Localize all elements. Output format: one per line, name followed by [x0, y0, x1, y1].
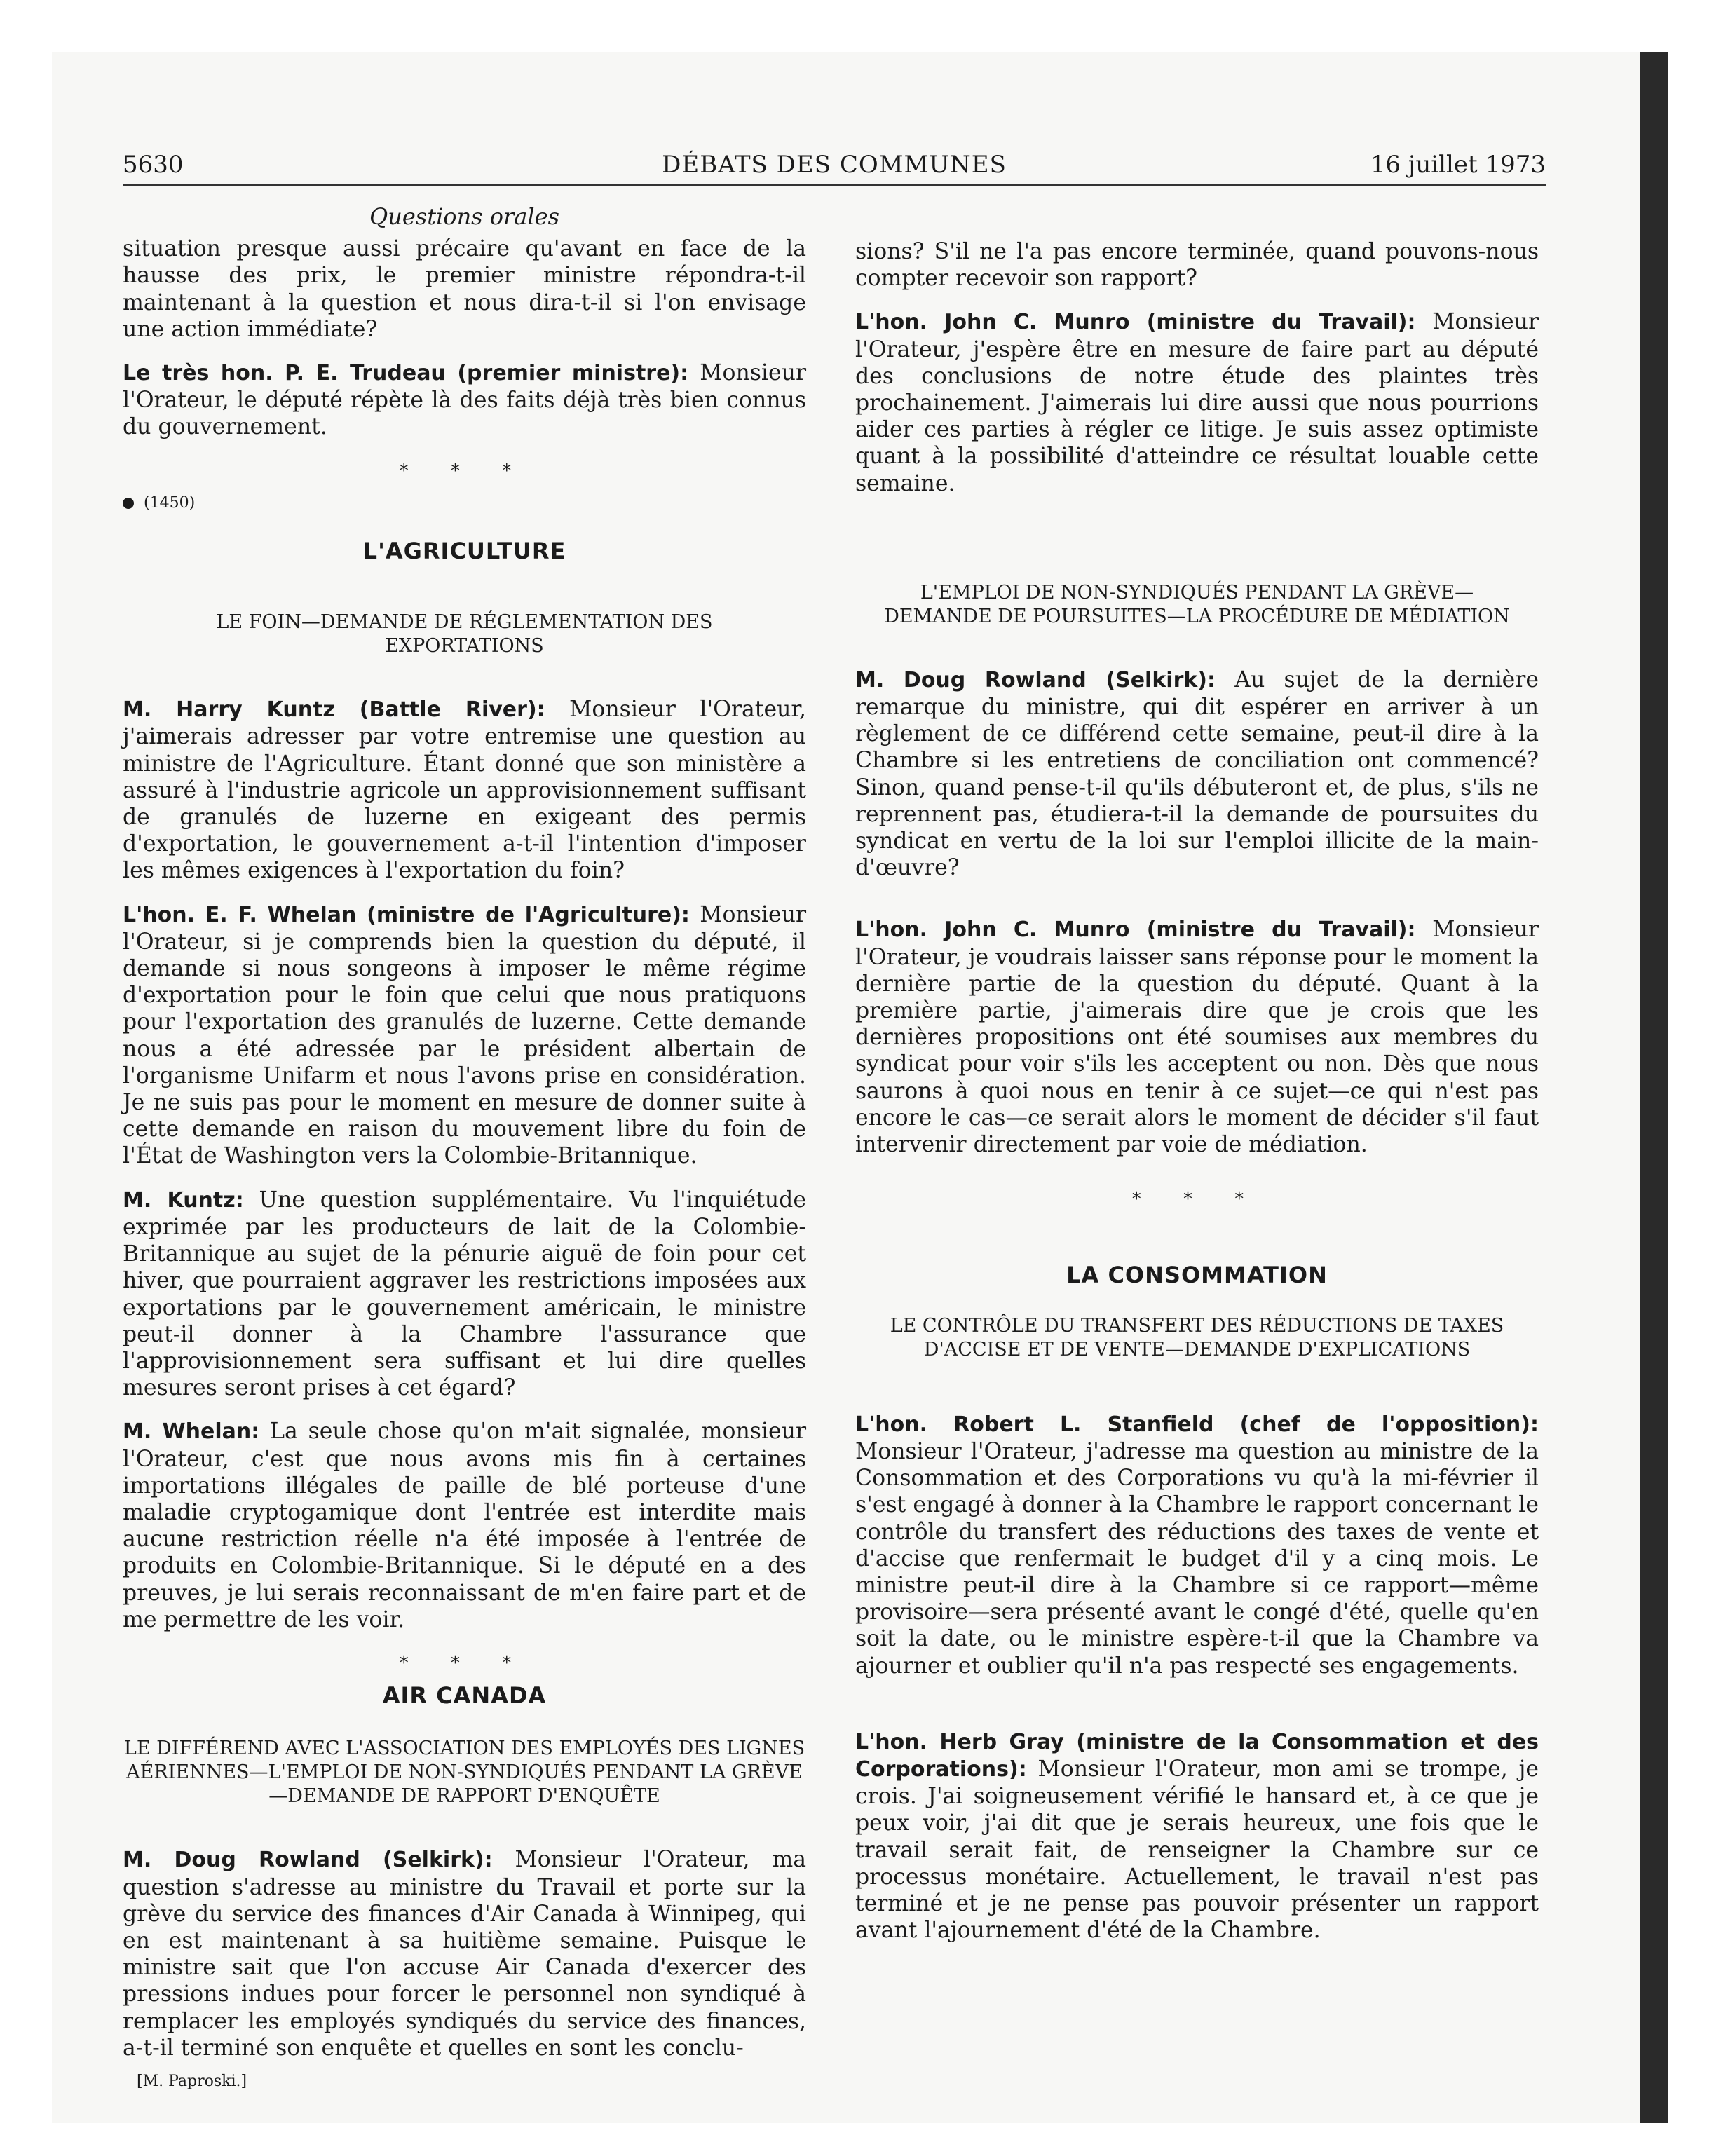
bullet-icon	[123, 498, 134, 509]
speech: Monsieur l'Orateur, je voudrais laisser sans réponse pour le moment la dernière partie de la question du député. Quant à la première partie, j'aimerais dire que je crois que les dernières propositions ont été soumises aux membres du syndicat pour voir s'ils les acceptent ou non. Dès que nous saurons à quoi nous en tenir à ce sujet—ce qui n'est pas encore le cas—ce serait alors le moment de décider s'il faut intervenir directement par voie de médiation.	[855, 917, 1539, 1158]
speaker: L'hon. John C. Munro (ministre du Travail):	[855, 310, 1416, 335]
paragraph	[855, 916, 1539, 1158]
left-column	[123, 203, 806, 2095]
paragraph	[123, 1418, 806, 1633]
paragraph	[855, 308, 1539, 496]
paragraph	[855, 1728, 1539, 1944]
section-separator: * * *	[399, 460, 530, 482]
speech: Au sujet de la dernière remarque du ministre, qui dit espérer en arriver à un règlement de ce différend cette semaine, peut-il dire à la Chambre si les entretiens de conciliation ont commencé? Sinon, quand pense-t-il qu'ils débuteront et, de plus, s'ils ne reprennent pas, étudiera-t-il la demande de poursuites du syndicat en vertu de la loi sur l'emploi illicite de la main-d'œuvre?	[855, 667, 1539, 881]
section-separator: * * *	[1131, 1189, 1263, 1210]
speaker: M. Harry Kuntz (Battle River):	[123, 697, 545, 723]
paragraph	[855, 1411, 1539, 1679]
page-number: 5630	[123, 151, 184, 179]
page-header	[123, 151, 1546, 186]
paragraph	[123, 1187, 806, 1402]
speech: Monsieur l'Orateur, j'aimerais adresser par votre entremise une question au ministre de l'Agriculture. Étant donné que son ministère a assuré à l'industrie agricole un approvisionnement suffisant de granulés de luzerne en exigeant des permis d'exportation, le gouvernement a-t-il l'intention d'imposer les mêmes exigences à l'exportation du foin?	[123, 697, 807, 884]
speech: Une question supplémentaire. Vu l'inquiétude exprimée par les producteurs de lait de la Colombie-Britannique au sujet de la pénurie aiguë de foin pour cet hiver, que pourraient aggraver les restrictions imposées aux exportations par le gouvernement américain, le ministre peut-il donner à la Chambre l'assurance que l'approvisionnement sera suffisant et lui dire quelles mesures seront prises à cet égard?	[123, 1187, 806, 1401]
speaker: M. Doug Rowland (Selkirk):	[855, 667, 1216, 692]
paragraph	[123, 360, 806, 441]
section-heading: LA CONSOMMATION	[1066, 1262, 1328, 1289]
subheading: L'EMPLOI DE NON-SYNDIQUÉS PENDANT LA GRÈVE—DEMANDE DE POURSUITES—LA PROCÉDURE DE MÉDIATION	[884, 581, 1510, 627]
right-column	[855, 238, 1539, 1960]
speech: Monsieur l'Orateur, si je comprends bien la question du député, il demande si nous songeons à imposer le même régime d'exportation pour le foin que celui que nous pratiquons pour l'exportation des granulés de luzerne. Cette demande nous a été adressée par le président albertain de l'organisme Unifarm et nous l'avons prise en considération. Je ne suis pas pour le moment en mesure de donner suite à cette demande en raison du mouvement libre du foin de l'État de Washington vers la Colombie-Britannique.	[123, 901, 806, 1169]
subheading: LE CONTRÔLE DU TRANSFERT DES RÉDUCTIONS DE TAXES D'ACCISE ET DE VENTE—DEMANDE D'EXPLICATIONS	[890, 1314, 1504, 1360]
paragraph: sions? S'il ne l'a pas encore terminée, quand pouvons-nous compter recevoir son rapport?	[855, 239, 1539, 292]
speaker: M. Doug Rowland (Selkirk):	[123, 1848, 493, 1873]
publication-date: 16 juillet 1973	[1370, 151, 1546, 179]
speaker: L'hon. Robert L. Stanfield (chef de l'opposition):	[855, 1412, 1539, 1437]
timestamp-label: (1450)	[144, 493, 196, 512]
section-heading: L'AGRICULTURE	[362, 538, 566, 565]
speech: La seule chose qu'on m'ait signalée, monsieur l'Orateur, c'est que nous avons mis fin à certaines importations illégales de paille de blé porteuse d'une maladie cryptogamique dont l'entrée est interdite mais aucune restriction réelle n'a été imposée à l'entrée de produits en Colombie-Britannique. Si le député en a des preuves, je lui serais reconnaissant de m'en faire part et de me permettre de les voir.	[123, 1419, 806, 1632]
speaker: M. Kuntz:	[123, 1187, 244, 1213]
timestamp	[123, 490, 806, 517]
paragraph: situation presque aussi précaire qu'avant en face de la hausse des prix, le premier ministre répondra-t-il maintenant à la question et nous dira-t-il si l'on envisage une action immédiate?	[123, 236, 806, 342]
running-head: Questions orales	[369, 203, 559, 230]
speech: Monsieur l'Orateur, j'espère être en mesure de faire part au député des conclusions de notre étude des plaintes très prochainement. J'aimerais lui dire aussi que nous pourrions aider ces parties à régler ce litige. Je suis assez optimiste quant à la possibilité d'atteindre ce résultat louable cette semaine.	[855, 309, 1539, 496]
speaker: L'hon. E. F. Whelan (ministre de l'Agriculture):	[123, 902, 690, 927]
section-separator: * * *	[399, 1652, 530, 1674]
speaker: M. Whelan:	[123, 1419, 260, 1445]
speaker: Le très hon. P. E. Trudeau (premier ministre):	[123, 361, 689, 386]
section-heading: AIR CANADA	[382, 1682, 547, 1710]
speaker: L'hon. John C. Munro (ministre du Travail):	[855, 917, 1416, 943]
paragraph	[123, 901, 806, 1170]
speech: Monsieur l'Orateur, j'adresse ma question au ministre de la Consommation et des Corporations vu qu'à la mi-février il s'est engagé à donner à la Chambre le rapport concernant le contrôle du transfert des réductions des taxes de vente et d'accise que renfermait le budget d'il y a cinq mois. Le ministre peut-il dire à la Chambre si ce rapport—même provisoire—sera présenté avant le congé d'été, quelle qu'en soit la date, ou le ministre espère-t-il que la Chambre va ajourner et oublier qu'il n'a pas respecté ses engagements.	[855, 1438, 1539, 1679]
speech: Monsieur l'Orateur, ma question s'adresse au ministre du Travail et porte sur la grève du service des finances d'Air Canada à Winnipeg, qui en est maintenant à sa huitième semaine. Puisque le ministre sait que l'on accuse Air Canada d'exercer des pressions indues pour forcer le personnel non syndiqué à remplacer les employés syndiqués du service des finances, a-t-il terminé son enquête et quelles en sont les conclu-	[123, 1847, 806, 2061]
subheading: LE DIFFÉREND AVEC L'ASSOCIATION DES EMPLOYÉS DES LIGNES AÉRIENNES—L'EMPLOI DE NON-SYNDIQUÉS PENDANT LA GRÈVE—DEMANDE DE RAPPORT D'ENQUÊTE	[123, 1738, 805, 1808]
paragraph	[123, 696, 806, 884]
footnote: [M. Paproski.]	[137, 2072, 247, 2090]
speaker: L'hon. Herb Gray (ministre de la Consommation et des Corporations):	[855, 1729, 1539, 1782]
speech: Monsieur l'Orateur, mon ami se trompe, je crois. J'ai soigneusement vérifié le hansard et, à ce que je peux voir, j'ai dit que je serais heureux, une fois que le travail serait fait, de renseigner la Chambre sur ce processus monétaire. Actuellement, le travail n'est pas terminé et je ne pense pas pouvoir présenter un rapport avant l'ajournement d'été de la Chambre.	[855, 1756, 1539, 1944]
scan-edge	[1640, 52, 1668, 2123]
publication-title: DÉBATS DES COMMUNES	[662, 151, 1007, 179]
subheading: LE FOIN—DEMANDE DE RÉGLEMENTATION DES EXPORTATIONS	[216, 611, 713, 657]
speech: Monsieur l'Orateur, le député répète là des faits déjà très bien connus du gouvernement.	[123, 360, 806, 440]
paragraph	[123, 1846, 806, 2061]
paragraph	[855, 667, 1539, 882]
